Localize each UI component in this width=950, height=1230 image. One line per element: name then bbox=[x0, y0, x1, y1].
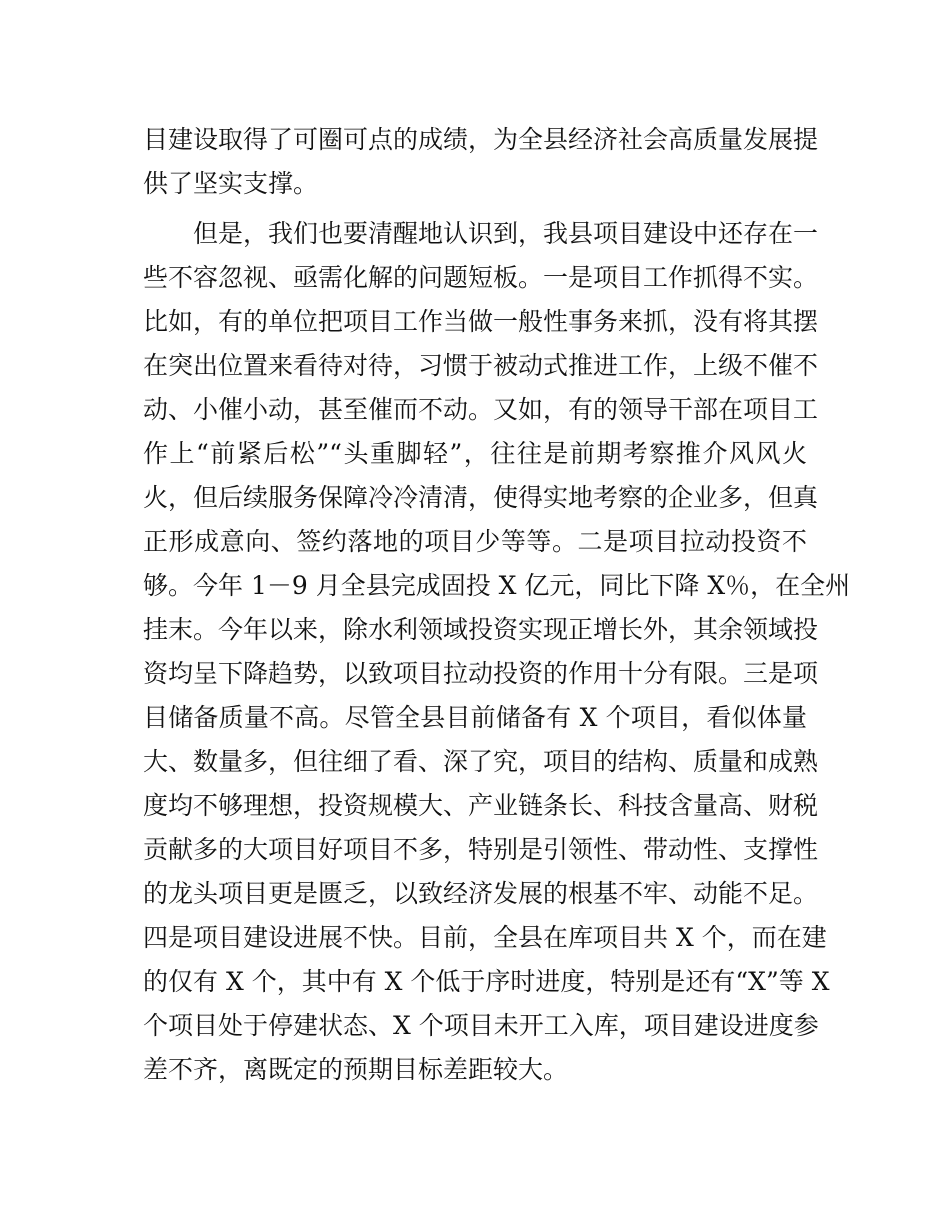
text-line: 动、小催小动，甚至催而不动。又如，有的领导干部在项目工 bbox=[143, 395, 819, 424]
text-line: 四是项目建设进展不快。目前，全县在库项目共 X 个，而在建 bbox=[143, 923, 827, 952]
text-line: 在突出位置来看待对待，习惯于被动式推进工作，上级不催不 bbox=[143, 351, 819, 380]
text-line: 的仅有 X 个，其中有 X 个低于序时进度，特别是还有“X”等 X bbox=[143, 967, 830, 996]
text-line: 但是，我们也要清醒地认识到，我县项目建设中还存在一 bbox=[193, 219, 819, 248]
text-line: 差不齐，离既定的预期目标差距较大。 bbox=[143, 1055, 569, 1084]
text-line: 度均不够理想，投资规模大、产业链条长、科技含量高、财税 bbox=[143, 791, 819, 820]
text-line: 的龙头项目更是匮乏，以致经济发展的根基不牢、动能不足。 bbox=[143, 879, 819, 908]
text-line: 作上“前紧后松”“头重脚轻”，往往是前期考察推介风风火 bbox=[143, 439, 807, 468]
text-line: 个项目处于停建状态、X 个项目未开工入库，项目建设进度参 bbox=[143, 1011, 819, 1040]
text-line: 挂末。今年以来，除水利领域投资实现正增长外，其余领域投 bbox=[143, 615, 819, 644]
text-line: 正形成意向、签约落地的项目少等等。二是项目拉动投资不 bbox=[143, 527, 807, 556]
text-line: 些不容忽视、亟需化解的问题短板。一是项目工作抓得不实。 bbox=[143, 263, 819, 292]
text-line: 比如，有的单位把项目工作当做一般性事务来抓，没有将其摆 bbox=[143, 307, 819, 336]
text-line: 大、数量多，但往细了看、深了究，项目的结构、质量和成熟 bbox=[143, 747, 819, 776]
text-line: 目储备质量不高。尽管全县目前储备有 X 个项目，看似体量 bbox=[143, 703, 807, 732]
text-line: 目建设取得了可圈可点的成绩，为全县经济社会高质量发展提 bbox=[143, 125, 819, 154]
text-line: 够。今年 1－9 月全县完成固投 X 亿元，同比下降 X％，在全州 bbox=[143, 571, 851, 600]
text-line: 供了坚实支撑。 bbox=[143, 169, 319, 198]
text-line: 火，但后续服务保障冷冷清清，使得实地考察的企业多，但真 bbox=[143, 483, 819, 512]
text-line: 贡献多的大项目好项目不多，特别是引领性、带动性、支撑性 bbox=[143, 835, 819, 864]
text-line: 资均呈下降趋势，以致项目拉动投资的作用十分有限。三是项 bbox=[143, 659, 819, 688]
